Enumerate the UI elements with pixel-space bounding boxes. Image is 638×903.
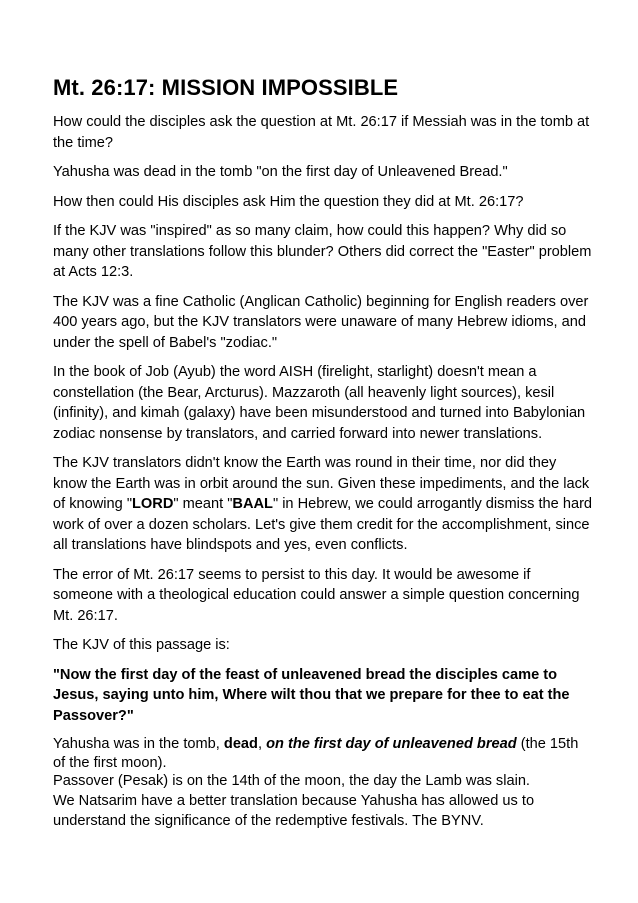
emphasis-first-day: on the first day of unleavened bread — [266, 736, 517, 752]
text-segment: Yahusha was in the tomb, — [53, 736, 224, 752]
paragraph-dead-in-tomb: Yahusha was dead in the tomb "on the first day of Unleavened Bread." — [53, 164, 508, 180]
paragraph-kjv-catholic: The KJV was a fine Catholic (Anglican Catholic) beginning for English readers over 400 years ago, but the KJV translators were unaware of many Hebrew idioms, and under the spell of Babel's "zodiac." — [53, 293, 589, 351]
paragraph-passover: Passover (Pesak) is on the 14th of the moon, the day the Lamb was slain. — [53, 773, 530, 789]
paragraph-error-persists: The error of Mt. 26:17 seems to persist to this day. It would be awesome if someone with a theological education could answer a simple question concerning Mt. 26:17. — [53, 566, 580, 624]
emphasis-dead: dead — [223, 736, 258, 752]
emphasis-baal: BAAL — [232, 496, 273, 512]
paragraph-job-aish: In the book of Job (Ayub) the word AISH (firelight, starlight) doesn't mean a constellation (the Bear, Arcturus). Mazzaroth (all heavenly light sources), kesil (infinity), and kimah (galaxy) have been misunderstood and turned into Babylonian zodiac nonsense by translators, and carried forward into newer translations. — [53, 364, 586, 442]
paragraph-natsarim: We Natsarim have a better translation because Yahusha has allowed us to understand the significance of the redemptive festivals. The BYNV. — [53, 792, 535, 829]
text-segment: " in Hebrew, we could arrogantly dismiss the hard work of over a dozen scholars. Let's give them credit for the accomplishment, since all translations have blindspots and yes, even conflicts. — [53, 496, 593, 553]
paragraph-kjv-passage-intro: The KJV of this passage is: — [53, 637, 230, 653]
paragraph-question: How could the disciples ask the question at Mt. 26:17 if Messiah was in the tomb at the time? — [53, 114, 590, 151]
kjv-quote: "Now the first day of the feast of unleavened bread the disciples came to Jesus, saying unto him, Where wilt thou that we prepare for thee to eat the Passover?" — [53, 666, 570, 724]
emphasis-lord: LORD — [132, 496, 174, 512]
paragraph-how-then: How then could His disciples ask Him the question they did at Mt. 26:17? — [53, 193, 524, 210]
text-segment: (the 15th of the first moon). — [53, 736, 579, 771]
text-segment: " meant " — [173, 496, 233, 512]
page-title: Mt. 26:17: MISSION IMPOSSIBLE — [53, 75, 399, 100]
paragraph-kjv-translators — [53, 453, 593, 556]
document-page — [53, 74, 593, 832]
text-segment: , — [257, 736, 267, 752]
paragraph-kjv-inspired: If the KJV was "inspired" as so many claim, how could this happen? Why did so many other translations follow this blunder? Others did correct the "Easter" problem at Acts 12:3. — [53, 223, 592, 280]
text-segment: The KJV translators didn't know the Earth was round in their time, nor did they know the Earth was in orbit around the sun. Given these impediments, and the lack of knowing " — [53, 455, 590, 512]
paragraph-yahusha-tomb — [53, 735, 593, 772]
